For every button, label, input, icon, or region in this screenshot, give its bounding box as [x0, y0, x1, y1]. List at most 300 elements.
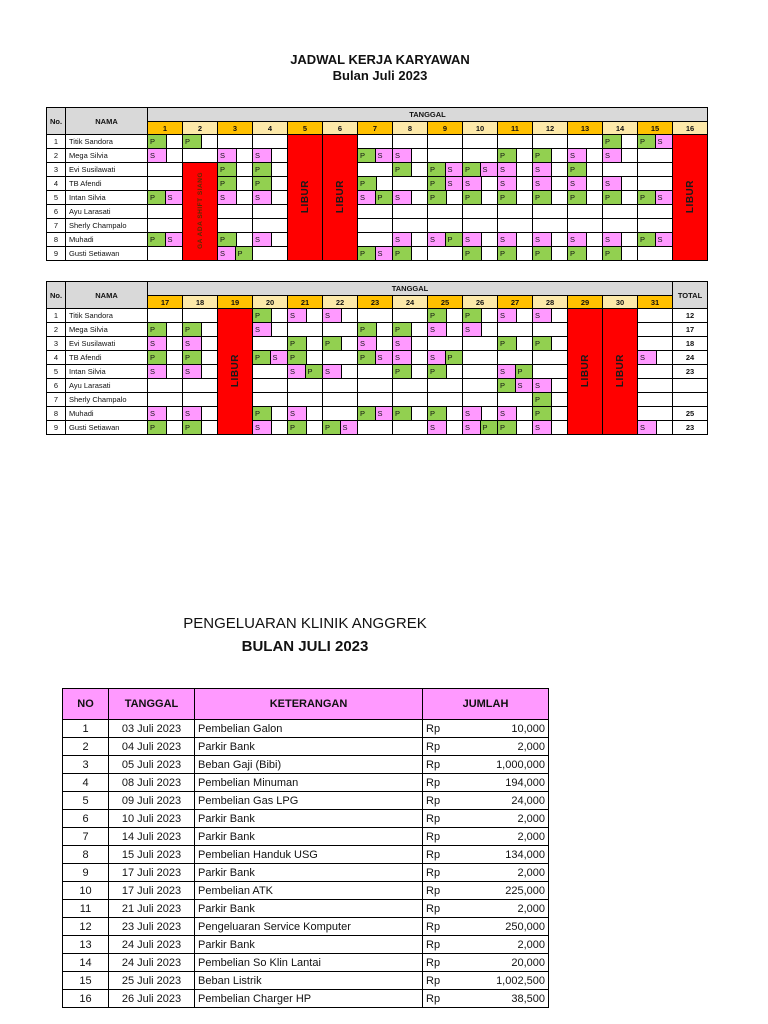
shift-cell: [533, 365, 568, 379]
shift-cell: [638, 149, 673, 163]
shift-cell: [218, 233, 253, 247]
shift-cell: [428, 177, 463, 191]
expense-description: Parkir Bank: [195, 828, 423, 846]
shift-p: P: [638, 233, 656, 246]
shift-cell: [393, 205, 428, 219]
expense-date: 15 Juli 2023: [109, 846, 195, 864]
shift-cell: [393, 393, 428, 407]
shift-cell: [393, 233, 428, 247]
shift-p: P: [393, 407, 412, 420]
expense-row: [63, 792, 549, 810]
amount-value: 2,000: [517, 866, 545, 879]
shift-s: S: [358, 191, 376, 204]
header-no: NO: [63, 689, 109, 720]
expenses-header-row: [63, 689, 549, 720]
shift-p: P: [533, 393, 552, 406]
shift-cell: [148, 379, 183, 393]
shift-cell: [463, 233, 498, 247]
shift-s: S: [428, 323, 447, 336]
expense-description: Beban Listrik: [195, 972, 423, 990]
currency-label: Rp: [426, 866, 441, 879]
shift-p: P: [323, 421, 341, 434]
shift-cell: [428, 135, 463, 149]
shift-s: S: [463, 177, 482, 190]
expense-description: Pengeluaran Service Komputer: [195, 918, 423, 936]
currency-label: Rp: [426, 956, 441, 969]
col-no-header: No.: [47, 108, 66, 135]
shift-cell: [148, 323, 183, 337]
shift-s: S: [568, 233, 587, 246]
shift-cell: [183, 351, 218, 365]
amount-value: 2,000: [517, 902, 545, 915]
expense-amount: [423, 972, 549, 990]
shift-cell: [533, 323, 568, 337]
shift-p: P: [393, 323, 412, 336]
day-header-17: 17: [148, 296, 183, 309]
shift-s: S: [463, 323, 482, 336]
expense-no: 6: [63, 810, 109, 828]
shift-cell: [358, 379, 393, 393]
shift-cell: [638, 351, 673, 365]
shift-cell: [393, 365, 428, 379]
expense-row: [63, 972, 549, 990]
shift-cell: [603, 177, 638, 191]
shift-s: S: [656, 135, 673, 148]
shift-cell: [428, 393, 463, 407]
shift-s: S: [393, 337, 412, 350]
shift-p: P: [498, 247, 517, 260]
day-header-10: 10: [463, 122, 498, 135]
expense-row: [63, 828, 549, 846]
day-header-18: 18: [183, 296, 218, 309]
shift-cell: [638, 233, 673, 247]
expense-amount: [423, 900, 549, 918]
day-header-14: 14: [603, 122, 638, 135]
day-header-25: 25: [428, 296, 463, 309]
shift-cell: [323, 407, 358, 421]
shift-cell: [393, 351, 428, 365]
shift-p: P: [603, 247, 622, 260]
row-number: 2: [47, 149, 66, 163]
shift-s: S: [463, 233, 482, 246]
shift-s: S: [341, 421, 358, 434]
employee-name: Intan Silvia: [66, 191, 148, 205]
libur-day-5: [288, 135, 323, 261]
row-number: 6: [47, 379, 66, 393]
total-cell: 23: [673, 365, 708, 379]
schedule-table-part1: [46, 107, 708, 261]
shift-s: S: [393, 191, 412, 204]
shift-cell: [428, 337, 463, 351]
shift-s: S: [183, 337, 202, 350]
shift-cell: [148, 365, 183, 379]
shift-p: P: [218, 233, 237, 246]
shift-cell: [568, 149, 603, 163]
schedule-header-row: [47, 108, 708, 122]
expense-date: 14 Juli 2023: [109, 828, 195, 846]
day-header-13: 13: [568, 122, 603, 135]
expense-description: Parkir Bank: [195, 738, 423, 756]
shift-s: S: [533, 309, 552, 322]
shift-cell: [463, 309, 498, 323]
shift-s: S: [498, 163, 517, 176]
currency-label: Rp: [426, 902, 441, 915]
col-date-header: TANGGAL: [148, 108, 708, 122]
shift-cell: [218, 149, 253, 163]
day-header-28: 28: [533, 296, 568, 309]
shift-cell: [428, 163, 463, 177]
shift-p: P: [288, 421, 307, 434]
shift-p: P: [358, 247, 376, 260]
shift-cell: [498, 365, 533, 379]
shift-s: S: [288, 309, 307, 322]
expense-amount: [423, 954, 549, 972]
shift-p: P: [236, 247, 253, 260]
shift-p: P: [533, 337, 552, 350]
row-number: 1: [47, 135, 66, 149]
shift-s: S: [218, 149, 237, 162]
shift-cell: [253, 177, 288, 191]
shift-cell: [463, 337, 498, 351]
header-date: TANGGAL: [109, 689, 195, 720]
shift-s: S: [253, 323, 272, 336]
amount-value: 134,000: [505, 848, 545, 861]
employee-name: Titik Sandora: [66, 309, 148, 323]
shift-p: P: [183, 351, 202, 364]
shift-p: P: [533, 149, 552, 162]
shift-p: P: [393, 163, 412, 176]
shift-cell: [603, 205, 638, 219]
shift-p: P: [253, 407, 272, 420]
shift-s: S: [568, 149, 587, 162]
shift-cell: [603, 135, 638, 149]
shift-cell: [288, 379, 323, 393]
shift-s: S: [463, 421, 481, 434]
shift-cell: [463, 177, 498, 191]
shift-p: P: [218, 163, 237, 176]
expense-amount: [423, 738, 549, 756]
expenses-subtitle: BULAN JULI 2023: [241, 638, 369, 655]
expense-description: Pembelian Charger HP: [195, 990, 423, 1008]
shift-cell: [428, 219, 463, 233]
shift-cell: [148, 205, 183, 219]
libur-day-19: [218, 309, 253, 435]
shift-s: S: [428, 421, 447, 434]
shift-s: S: [428, 351, 446, 364]
employee-name: Muhadi: [66, 407, 148, 421]
expense-row: [63, 774, 549, 792]
shift-p: P: [533, 191, 552, 204]
shift-s: S: [498, 407, 517, 420]
employee-name: Muhadi: [66, 233, 148, 247]
shift-p: P: [428, 309, 447, 322]
shift-cell: [568, 219, 603, 233]
shift-cell: [638, 379, 673, 393]
shift-cell: [568, 191, 603, 205]
shift-cell: [358, 191, 393, 205]
shift-cell: [463, 351, 498, 365]
shift-s: S: [393, 149, 412, 162]
shift-s: S: [533, 233, 552, 246]
schedule-row: [47, 149, 708, 163]
expense-description: Beban Gaji (Bibi): [195, 756, 423, 774]
expense-date: 26 Juli 2023: [109, 990, 195, 1008]
currency-label: Rp: [426, 740, 441, 753]
shift-cell: [533, 149, 568, 163]
shift-p: P: [568, 191, 587, 204]
shift-cell: [533, 177, 568, 191]
shift-cell: [533, 337, 568, 351]
expense-row: [63, 900, 549, 918]
shift-s: S: [166, 191, 183, 204]
day-header-20: 20: [253, 296, 288, 309]
shift-cell: [463, 393, 498, 407]
row-number: 1: [47, 309, 66, 323]
shift-s: S: [271, 351, 288, 364]
day-header-26: 26: [463, 296, 498, 309]
expense-row: [63, 918, 549, 936]
shift-cell: [428, 323, 463, 337]
shift-s: S: [218, 247, 236, 260]
shift-cell: [638, 309, 673, 323]
shift-cell: [288, 337, 323, 351]
libur-label: LIBUR: [684, 179, 696, 214]
expense-no: 14: [63, 954, 109, 972]
shift-s: S: [323, 365, 342, 378]
shift-p: P: [148, 323, 167, 336]
row-number: 5: [47, 191, 66, 205]
libur-day-6: [323, 135, 358, 261]
day-header-15: 15: [638, 122, 673, 135]
shift-cell: [393, 309, 428, 323]
currency-label: Rp: [426, 830, 441, 843]
row-number: 4: [47, 351, 66, 365]
shift-cell: [358, 135, 393, 149]
expense-description: Parkir Bank: [195, 900, 423, 918]
shift-cell: [498, 177, 533, 191]
employee-name: Ayu Larasati: [66, 205, 148, 219]
shift-cell: [358, 337, 393, 351]
day-header-7: 7: [358, 122, 393, 135]
shift-cell: [393, 379, 428, 393]
shift-p: P: [253, 163, 272, 176]
expense-no: 5: [63, 792, 109, 810]
shift-cell: [288, 323, 323, 337]
shift-cell: [288, 421, 323, 435]
schedule-row: [47, 177, 708, 191]
currency-label: Rp: [426, 812, 441, 825]
shift-cell: [148, 393, 183, 407]
employee-name: Gusti Setiawan: [66, 247, 148, 261]
shift-s: S: [376, 149, 393, 162]
shift-p: P: [323, 337, 342, 350]
col-name-header: NAMA: [66, 108, 148, 135]
shift-s: S: [253, 191, 272, 204]
day-header-12: 12: [533, 122, 568, 135]
shift-s: S: [533, 163, 552, 176]
shift-p: P: [148, 351, 167, 364]
shift-cell: [638, 365, 673, 379]
day-header-8: 8: [393, 122, 428, 135]
shift-cell: [498, 337, 533, 351]
day-header-11: 11: [498, 122, 533, 135]
shift-s: S: [218, 191, 237, 204]
shift-p: P: [498, 337, 517, 350]
shift-s: S: [446, 177, 463, 190]
schedule-row: [47, 191, 708, 205]
expense-row: [63, 990, 549, 1008]
shift-cell: [148, 337, 183, 351]
shift-cell: [148, 135, 183, 149]
total-cell: 23: [673, 421, 708, 435]
expense-no: 7: [63, 828, 109, 846]
expense-description: Parkir Bank: [195, 936, 423, 954]
shift-s: S: [533, 379, 552, 392]
expense-amount: [423, 828, 549, 846]
shift-s: S: [393, 233, 412, 246]
shift-cell: [358, 323, 393, 337]
shift-s: S: [603, 233, 622, 246]
amount-value: 38,500: [511, 992, 545, 1005]
shift-cell: [358, 205, 393, 219]
shift-cell: [358, 351, 393, 365]
schedule-row: [47, 233, 708, 247]
expense-row: [63, 864, 549, 882]
expense-row: [63, 846, 549, 864]
expense-no: 1: [63, 720, 109, 738]
shift-p: P: [428, 163, 446, 176]
shift-cell: [533, 421, 568, 435]
day-header-21: 21: [288, 296, 323, 309]
shift-cell: [323, 365, 358, 379]
amount-value: 1,002,500: [496, 974, 545, 987]
total-cell: 24: [673, 351, 708, 365]
row-number: 3: [47, 163, 66, 177]
shift-cell: [288, 365, 323, 379]
shift-cell: [148, 219, 183, 233]
shift-s: S: [446, 163, 463, 176]
row-number: 6: [47, 205, 66, 219]
row-number: 4: [47, 177, 66, 191]
day-header-30: 30: [603, 296, 638, 309]
shift-s: S: [638, 351, 657, 364]
currency-label: Rp: [426, 758, 441, 771]
shift-cell: [323, 379, 358, 393]
shift-cell: [183, 309, 218, 323]
shift-cell: [358, 233, 393, 247]
row-number: 7: [47, 219, 66, 233]
row-number: 3: [47, 337, 66, 351]
employee-name: TB Afendi: [66, 351, 148, 365]
shift-cell: [463, 323, 498, 337]
libur-label: LIBUR: [334, 179, 346, 214]
total-cell: 18: [673, 337, 708, 351]
shift-s: S: [603, 149, 622, 162]
shift-cell: [498, 379, 533, 393]
day-header-3: 3: [218, 122, 253, 135]
expense-date: 25 Juli 2023: [109, 972, 195, 990]
row-number: 5: [47, 365, 66, 379]
shift-cell: [428, 379, 463, 393]
day-header-1: 1: [148, 122, 183, 135]
shift-p: P: [393, 365, 412, 378]
shift-p: P: [638, 191, 656, 204]
shift-cell: [533, 191, 568, 205]
shift-cell: [638, 337, 673, 351]
expense-date: 05 Juli 2023: [109, 756, 195, 774]
shift-cell: [498, 149, 533, 163]
shift-cell: [183, 135, 218, 149]
expense-amount: [423, 864, 549, 882]
shift-s: S: [533, 177, 552, 190]
expense-date: 03 Juli 2023: [109, 720, 195, 738]
expense-description: Pembelian So Klin Lantai: [195, 954, 423, 972]
libur-day-16: [673, 135, 708, 261]
expense-no: 13: [63, 936, 109, 954]
shift-p: P: [306, 365, 323, 378]
shift-cell: [358, 219, 393, 233]
employee-name: Ayu Larasati: [66, 379, 148, 393]
employee-name: Evi Susilawati: [66, 337, 148, 351]
expense-amount: [423, 810, 549, 828]
shift-s: S: [568, 177, 587, 190]
shift-cell: [323, 337, 358, 351]
shift-cell: [358, 247, 393, 261]
shift-cell: [253, 407, 288, 421]
shift-cell: [568, 205, 603, 219]
shift-cell: [498, 233, 533, 247]
shift-cell: [183, 149, 218, 163]
shift-cell: [428, 421, 463, 435]
expense-description: Pembelian Gas LPG: [195, 792, 423, 810]
expense-description: Pembelian ATK: [195, 882, 423, 900]
expense-amount: [423, 792, 549, 810]
day-header-19: 19: [218, 296, 253, 309]
shift-cell: [323, 323, 358, 337]
day-header-23: 23: [358, 296, 393, 309]
shift-p: P: [148, 233, 166, 246]
shift-cell: [358, 421, 393, 435]
shift-p: P: [463, 247, 482, 260]
schedule-row: [47, 247, 708, 261]
col-total-header: TOTAL: [673, 282, 708, 309]
shift-p: P: [393, 247, 412, 260]
shift-cell: [148, 309, 183, 323]
shift-cell: [533, 407, 568, 421]
shift-cell: [638, 407, 673, 421]
col-date-header: TANGGAL: [148, 282, 673, 296]
libur-label: LIBUR: [614, 353, 626, 388]
shift-cell: [533, 205, 568, 219]
no-shift-note-label: GA ADA SHIFT SIANG: [196, 172, 204, 249]
shift-s: S: [656, 233, 673, 246]
shift-cell: [358, 177, 393, 191]
shift-s: S: [516, 379, 533, 392]
employee-name: Mega Silvia: [66, 323, 148, 337]
expense-no: 11: [63, 900, 109, 918]
employee-name: Evi Susilawati: [66, 163, 148, 177]
libur-label: LIBUR: [229, 353, 241, 388]
shift-cell: [218, 177, 253, 191]
schedule-header-row: [47, 282, 708, 296]
expense-date: 08 Juli 2023: [109, 774, 195, 792]
shift-cell: [253, 205, 288, 219]
expense-date: 04 Juli 2023: [109, 738, 195, 756]
currency-label: Rp: [426, 938, 441, 951]
shift-s: S: [656, 191, 673, 204]
employee-name: Titik Sandora: [66, 135, 148, 149]
currency-label: Rp: [426, 848, 441, 861]
